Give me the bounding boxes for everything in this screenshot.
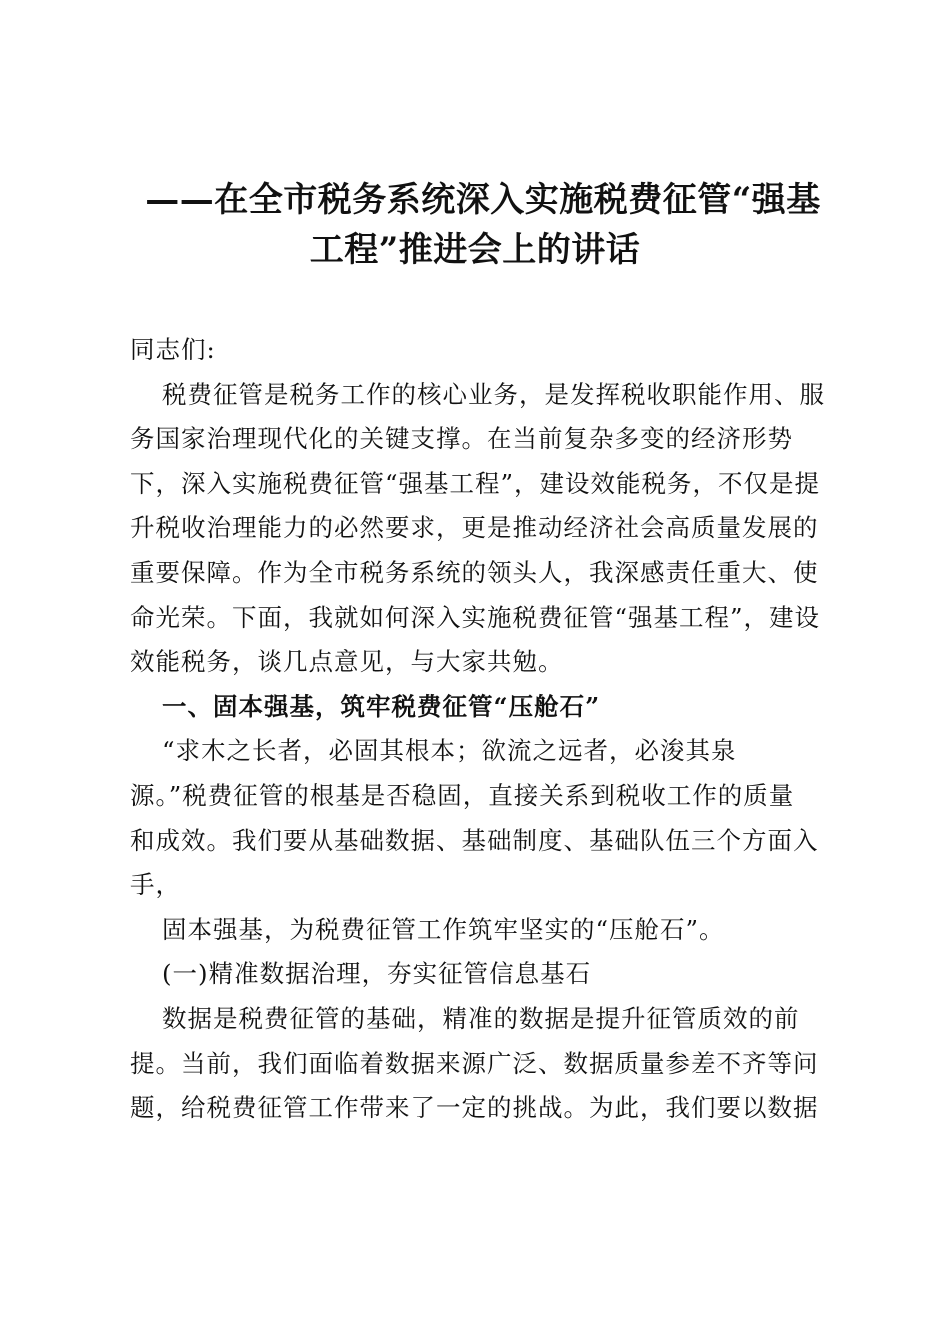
paragraph-line: 重要保障。作为全市税务系统的领头人，我深感责任重大、使 bbox=[130, 557, 819, 587]
subsection-heading: (一)精准数据治理，夯实征管信息基石 bbox=[162, 959, 592, 989]
paragraph-line: 手， bbox=[130, 870, 181, 900]
document-title-line-1: ——在全市税务系统深入实施税费征管“强基 bbox=[145, 180, 821, 220]
paragraph-line: 升税收治理能力的必然要求，更是推动经济社会高质量发展的 bbox=[130, 513, 819, 543]
section-heading: 一、固本强基，筑牢税费征管“压舱石” bbox=[162, 691, 601, 721]
paragraph-line: 数据是税费征管的基础，精准的数据是提升征管质效的前 bbox=[162, 1003, 800, 1033]
paragraph-line: 务国家治理现代化的关键支撑。在当前复杂多变的经济形势 bbox=[130, 424, 793, 454]
paragraph-line: 固本强基，为税费征管工作筑牢坚实的“压舱石”。 bbox=[162, 914, 725, 944]
paragraph-line: 命光荣。下面，我就如何深入实施税费征管“强基工程”，建设 bbox=[130, 602, 821, 632]
paragraph-line: 下，深入实施税费征管“强基工程”，建设效能税务，不仅是提 bbox=[130, 468, 821, 498]
paragraph-line: 题，给税费征管工作带来了一定的挑战。为此，我们要以数据 bbox=[130, 1093, 819, 1123]
paragraph-line: 源。”税费征管的根基是否稳固，直接关系到税收工作的质量 bbox=[130, 780, 795, 810]
document-title-line-2: 工程”推进会上的讲话 bbox=[309, 230, 641, 270]
paragraph-line: 税费征管是税务工作的核心业务，是发挥税收职能作用、服 bbox=[162, 379, 825, 409]
paragraph-line: 提。当前，我们面临着数据来源广泛、数据质量参差不齐等问 bbox=[130, 1048, 819, 1078]
paragraph-line: 和成效。我们要从基础数据、基础制度、基础队伍三个方面入 bbox=[130, 825, 819, 855]
paragraph-line: “求木之长者，必固其根本；欲流之远者，必浚其泉 bbox=[162, 736, 737, 766]
paragraph-line: 效能税务，谈几点意见，与大家共勉。 bbox=[130, 647, 564, 677]
document-body bbox=[130, 328, 850, 1131]
salutation: 同志们: bbox=[130, 335, 216, 364]
